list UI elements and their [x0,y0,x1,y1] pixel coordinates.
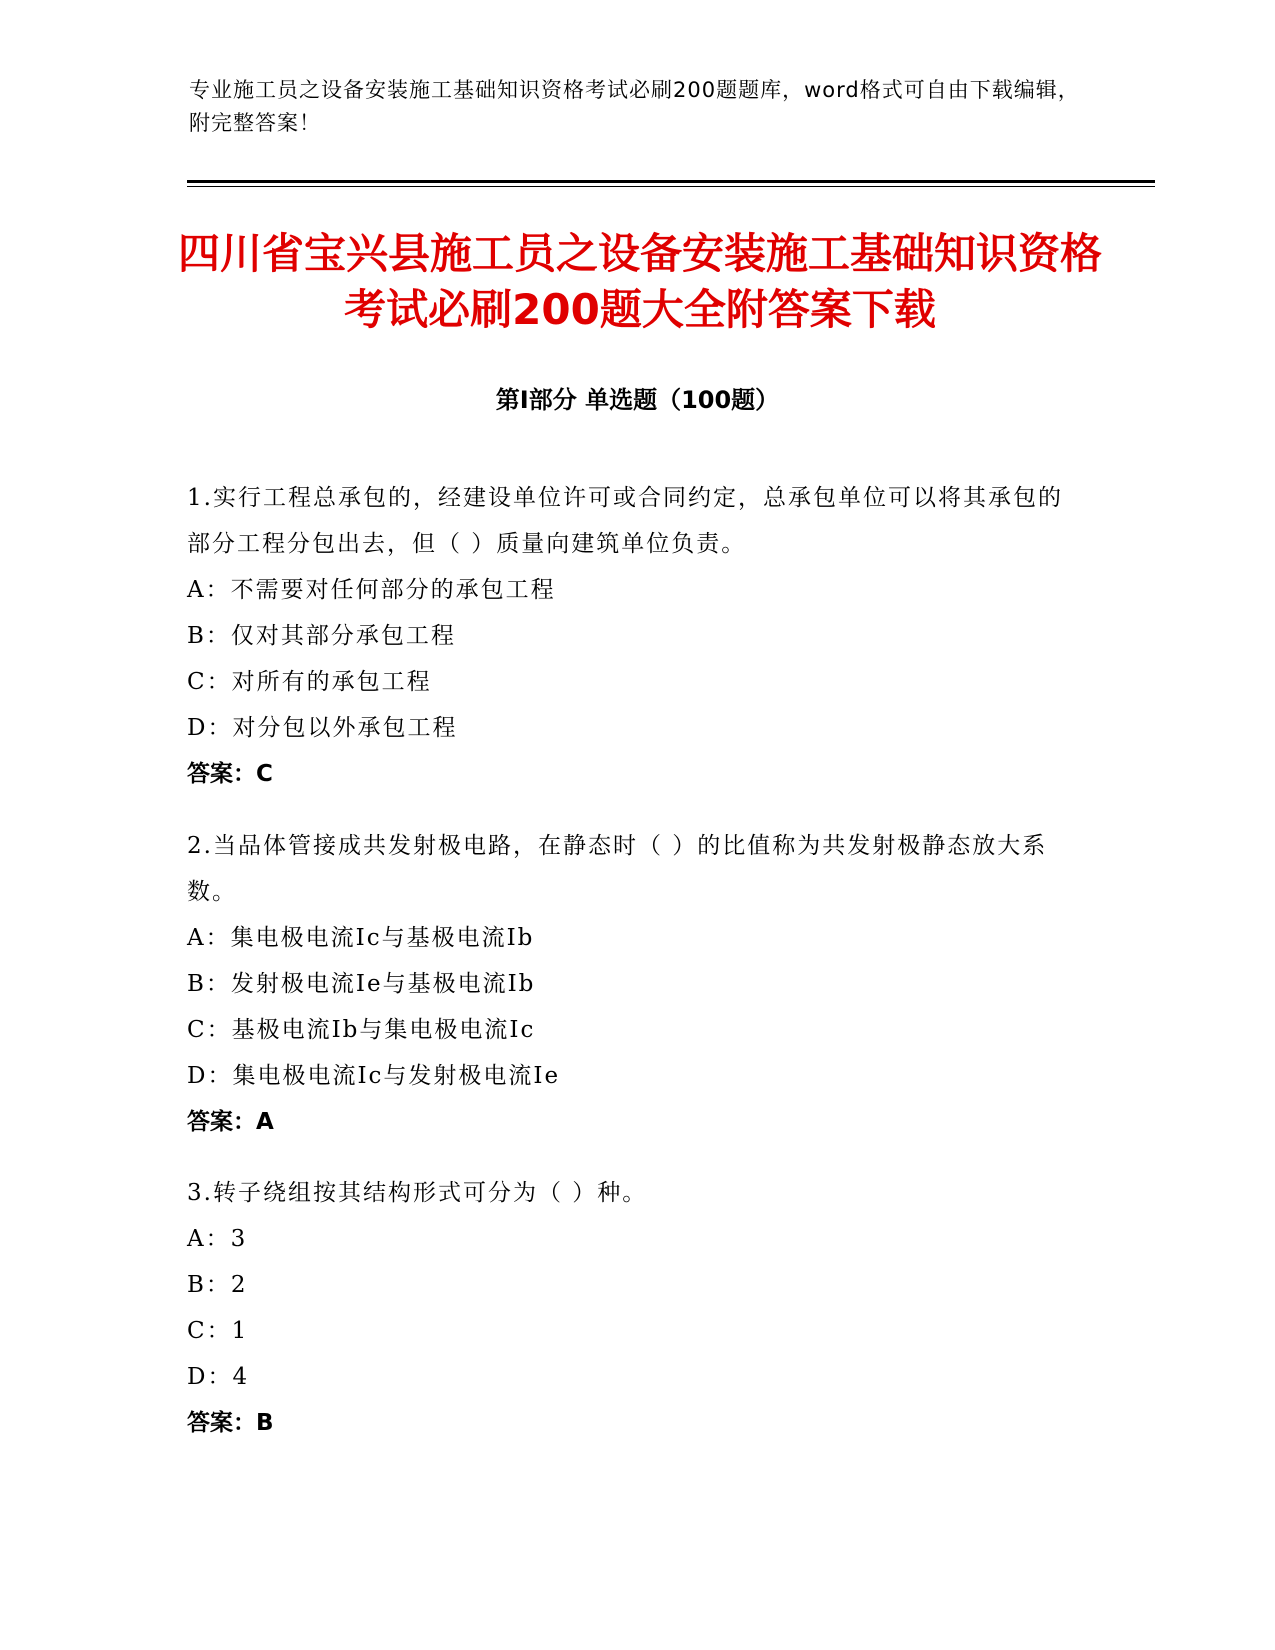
option-d: D：4 [187,1364,250,1390]
section-heading: 第Ⅰ部分 单选题（100题） [495,386,780,414]
header-divider-thick [187,180,1155,183]
option-a: A：不需要对任何部分的承包工程 [187,577,556,603]
question-3 [187,1170,1087,1446]
option-b: B：仅对其部分承包工程 [187,623,456,649]
question-1 [187,475,1087,797]
question-stem: 1.实行工程总承包的，经建设单位许可或合同约定，总承包单位可以将其承包的部分工程分包出去，但（ ）质量向建筑单位负责。 [187,485,1063,557]
answer-line: 答案：C [187,761,273,787]
option-b: B：发射极电流Ie与基极电流Ib [187,971,536,997]
option-c: C：基极电流Ib与集电极电流Ic [187,1017,536,1043]
answer-line: 答案：A [187,1109,274,1135]
answer-line: 答案：B [187,1410,274,1436]
option-c: C：1 [187,1318,249,1344]
option-a: A：3 [187,1226,248,1252]
option-d: D：对分包以外承包工程 [187,715,458,741]
header-note: 专业施工员之设备安装施工基础知识资格考试必刷200题题库，word格式可自由下载编辑，附完整答案！ [189,78,1080,135]
question-stem: 2.当品体管接成共发射极电路，在静态时（ ）的比值称为共发射极静态放大系数。 [187,833,1048,905]
header-divider-thin [187,186,1155,187]
option-d: D：集电极电流Ic与发射极电流Ie [187,1063,561,1089]
option-c: C：对所有的承包工程 [187,669,432,695]
question-2 [187,823,1087,1145]
question-stem: 3.转子绕组按其结构形式可分为（ ）种。 [187,1180,648,1206]
option-a: A：集电极电流Ic与基极电流Ib [187,925,535,951]
option-b: B：2 [187,1272,248,1298]
document-title: 四川省宝兴县施工员之设备安装施工基础知识资格考试必刷200题大全附答案下载 [177,229,1102,334]
